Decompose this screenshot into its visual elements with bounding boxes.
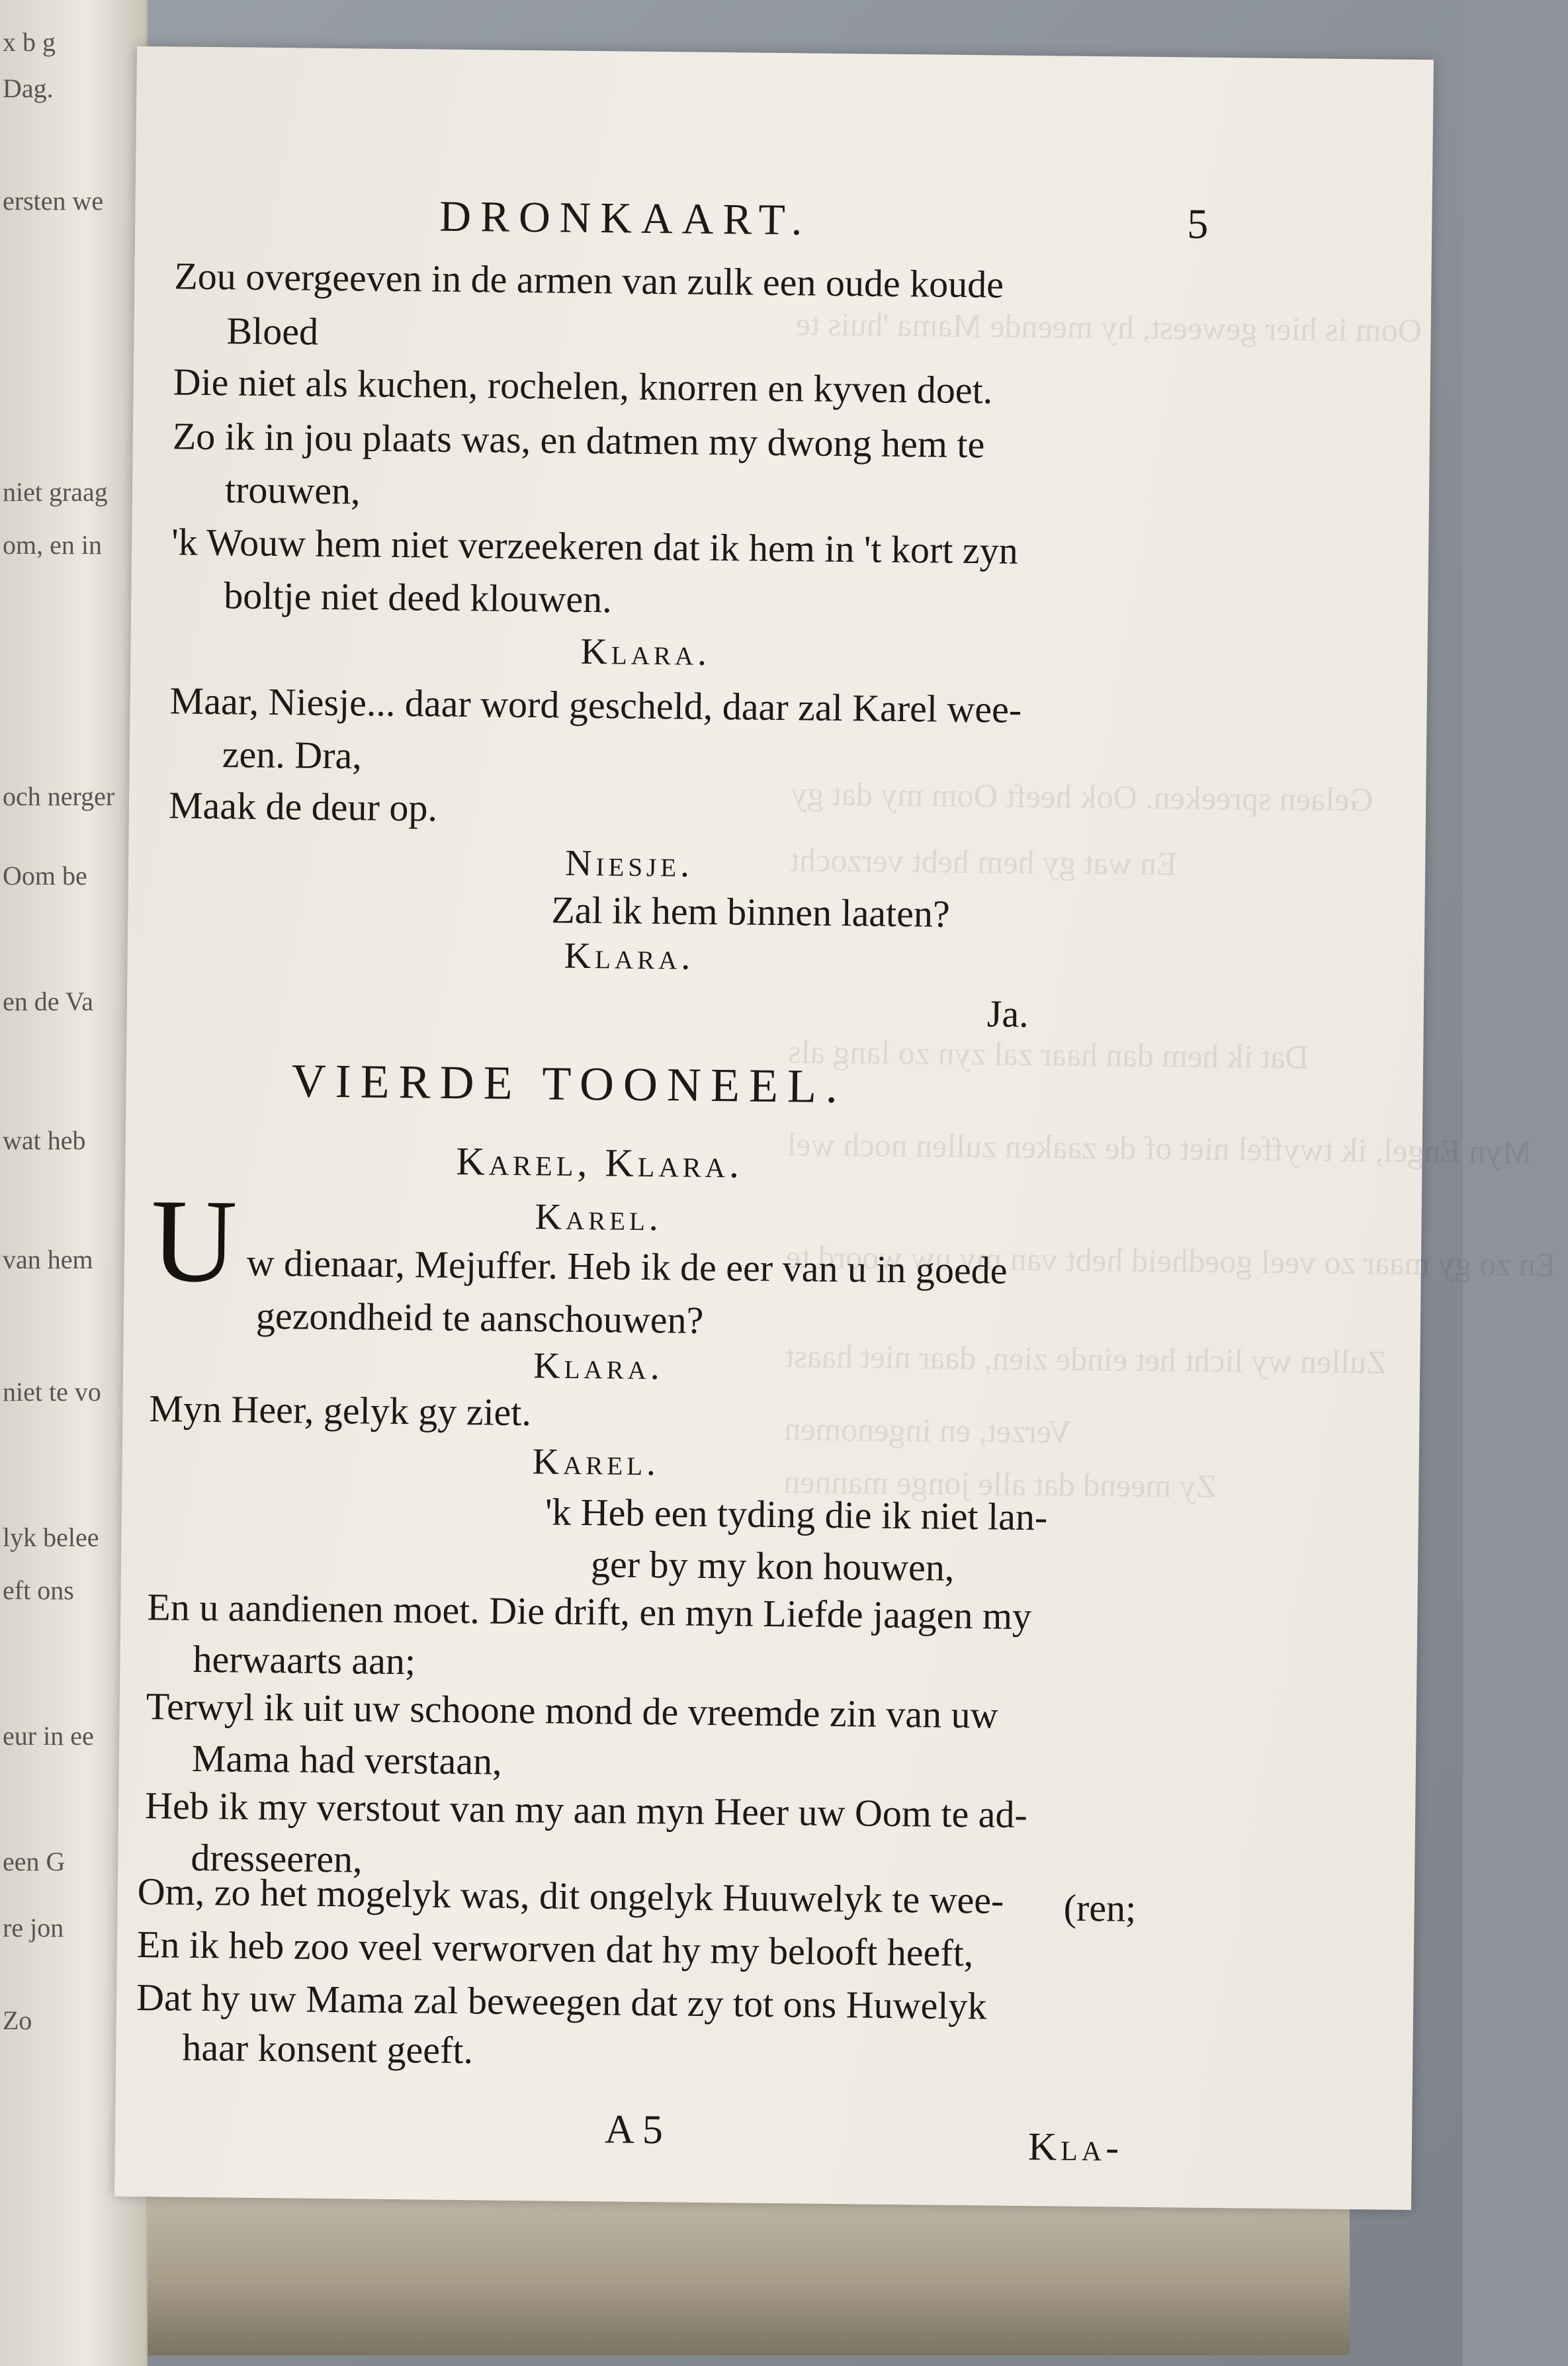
verse-line: 'k Wouw hem niet verzeekeren dat ik hem in 't kort zyn (171, 520, 1018, 572)
left-page-fragment: van hem (3, 1245, 93, 1274)
speaker-name: Klara. (580, 631, 711, 674)
verse-line: w dienaar, Mejuffer. Heb ik de eer van u in goede (246, 1241, 1008, 1292)
verse-line: Myn Heer, gelyk gy ziet. (149, 1387, 532, 1434)
verse-line: Om, zo het mogelyk was, dit ongelyk Huuwelyk te wee- (137, 1869, 1004, 1922)
bleed-through-text: Myn Engel, ik twyffel niet of de zaaken zullen noch wel (787, 1125, 1532, 1170)
verse-line: Die niet als kuchen, rochelen, knorren en kyven doet. (173, 360, 993, 412)
bleed-through-text: Oom is hier geweest, hy meende Mama 'huis te (795, 305, 1422, 349)
bleed-through-text: Verzet, en ingenomen (783, 1410, 1072, 1450)
verse-line: Dat hy uw Mama zal beweegen dat zy tot ons Huwelyk (136, 1975, 987, 2028)
verse-line: Mama had verstaan, (191, 1736, 502, 1783)
verse-line: boltje niet deed klouwen. (224, 574, 612, 621)
catchword: Kla- (1027, 2125, 1123, 2169)
verse-line: zen. Dra, (222, 732, 363, 777)
running-head-title: DRONKAART. (439, 192, 812, 245)
page-number: 5 (1186, 200, 1209, 247)
verse-line: Zal ik hem binnen laaten? (551, 888, 951, 936)
verse-line: 'k Heb een tyding die ik niet lan- (544, 1490, 1048, 1539)
verse-line: Zo ik in jou plaats was, en datmen my dwong hem te (172, 414, 985, 466)
left-page-fragment: ersten we (3, 186, 104, 216)
verse-line: En ik heb zoo veel verworven dat hy my belooft heeft, (136, 1922, 974, 1975)
left-page-fragment: wat heb (3, 1125, 86, 1155)
bleed-through-text: Zy meend dat alle jonge mannen (783, 1463, 1217, 1505)
scene-characters: Karel, Klara. (456, 1139, 744, 1186)
left-page-fragment: Oom be (3, 861, 87, 891)
bleed-through-text: En wat gy hem hebt verzocht (789, 841, 1178, 883)
verse-line: Bloed (226, 309, 319, 353)
verse-line: Zou overgeeven in de armen van zulk een oude koude (174, 254, 1004, 306)
book-page (114, 46, 1556, 2210)
left-page-fragment: x b g (3, 27, 56, 57)
verse-line: Ja. (986, 992, 1029, 1036)
left-page-fragment: een G (3, 1847, 65, 1876)
verse-line: trouwen, (224, 468, 361, 513)
verse-line: Heb ik my verstout van my aan myn Heer uw Oom te ad- (144, 1784, 1028, 1837)
speaker-name: Klara. (533, 1345, 664, 1388)
verse-line: Maak de deur op. (168, 783, 438, 830)
drop-capital: U (150, 1174, 238, 1307)
left-page-fragment: och nerger (3, 781, 115, 811)
left-page-fragment: eft ons (3, 1575, 74, 1605)
left-page-fragment: niet graag (3, 477, 108, 507)
left-page-fragment: eur in ee (3, 1721, 94, 1751)
left-page-fragment: niet te vo (3, 1377, 101, 1407)
verse-line: Terwyl ik uit uw schoone mond de vreemde zin van uw (146, 1685, 998, 1737)
verse-line: Maar, Niesje... daar word gescheld, daar zal Karel wee- (169, 679, 1022, 731)
verse-line: ger by my kon houwen, (590, 1542, 955, 1589)
left-page-fragment: en de Va (3, 986, 93, 1016)
scene-title: VIERDE TOONEEL. (291, 1054, 848, 1114)
speaker-name: Karel. (535, 1196, 663, 1239)
verse-line: En u aandienen moet. Die drift, en myn Liefde jaagen my (147, 1585, 1032, 1638)
speaker-name: Klara. (564, 935, 695, 978)
verse-line: dresseeren, (191, 1835, 363, 1881)
bleed-through-text: Gelaen spreeken. Ook heeft Oom my dat gy (791, 775, 1373, 818)
verse-line: herwaarts aan; (193, 1637, 416, 1683)
verse-line: (ren; (1063, 1886, 1137, 1930)
bleed-through-text: Zullen wy licht het einde zien, daar niet haast (785, 1337, 1387, 1381)
left-page-fragment: lyk belee (3, 1522, 99, 1552)
left-page-fragment: re jon (3, 1913, 64, 1943)
speaker-name: Niesje. (564, 842, 694, 885)
verse-line: gezondheid te aanschouwen? (255, 1293, 704, 1342)
bleed-through-text: Dat ik hem dan haar zal zyn zo lang als (787, 1033, 1309, 1076)
bleed-through-text: En zo gy maar zo veel goedheid hebt van my uw woord te (785, 1238, 1556, 1284)
left-page-fragment: om, en in (3, 530, 102, 560)
signature-mark: A 5 (604, 2107, 664, 2153)
verse-line: haar konsent geeft. (182, 2025, 474, 2072)
left-page-fragment: Dag. (3, 73, 54, 103)
left-page-fragment: Zo (3, 2005, 32, 2035)
speaker-name: Karel. (532, 1441, 660, 1484)
